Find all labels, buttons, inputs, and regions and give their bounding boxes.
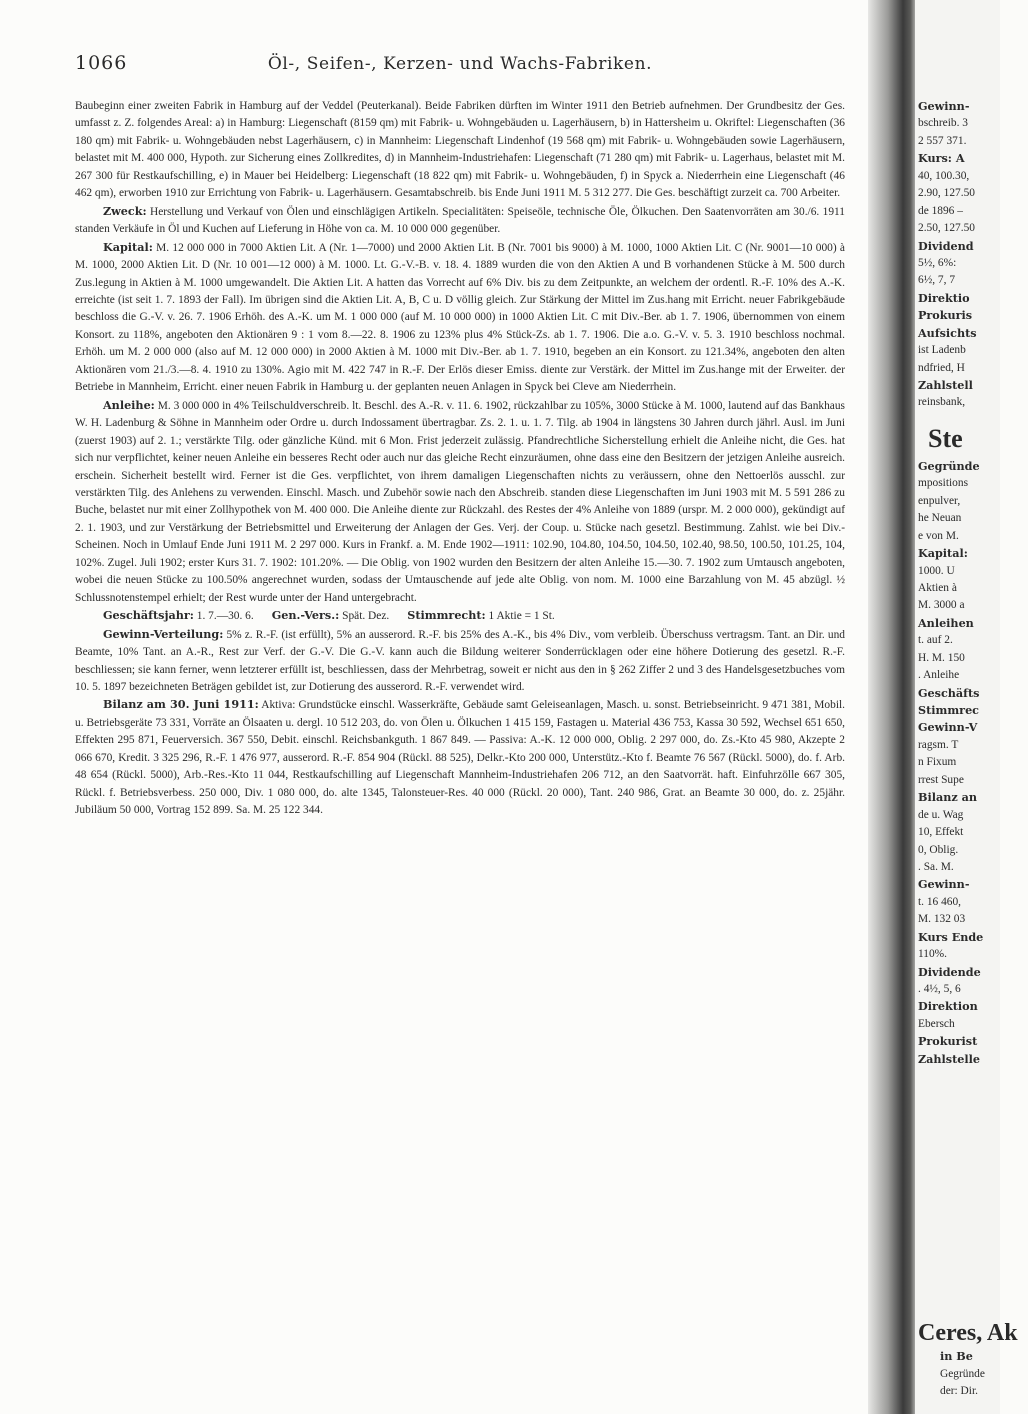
right-line: Zahlstell: [918, 378, 973, 392]
right-line: he Neuan: [918, 512, 962, 525]
right-line: t. auf 2.: [918, 634, 953, 647]
right-line: 0, Oblig.: [918, 843, 959, 856]
right-line: Prokurist: [918, 1034, 978, 1049]
section-text-geschaeftsjahr: 1. 7.—30. 6.: [196, 610, 254, 623]
section-label-kapital: Kapital:: [103, 239, 153, 254]
right-line: M. 3000 a: [918, 599, 965, 612]
right-line: de u. Wag: [918, 808, 964, 821]
right-heading-ste: Ste: [928, 423, 963, 453]
right-line: de 1896 –: [918, 204, 963, 217]
right-line: enpulver,: [918, 494, 961, 507]
right-line: ragsm. T: [918, 738, 959, 751]
right-line: 2.90, 127.50: [918, 187, 975, 200]
right-line: Zahlstelle: [918, 1051, 981, 1066]
right-line: . 4½, 5, 6: [918, 983, 961, 995]
right-line: mpositions: [918, 477, 969, 490]
right-line: Kurs Ende: [918, 929, 984, 944]
main-text-column: [75, 98, 845, 820]
right-line: Bilanz an: [918, 790, 977, 805]
right-line: 10, Effekt: [918, 826, 964, 839]
right-line: Kapital:: [918, 546, 968, 561]
section-label-geschaeftsjahr: Geschäftsjahr:: [103, 608, 194, 623]
right-line: 40, 100.30,: [918, 169, 970, 182]
section-text-anleihe: M. 3 000 000 in 4% Teilschuldverschreib. lt. Beschl. des A.-R. v. 11. 6. 1902, rückzahlbar zu 105%, 3000 Stücke à M. 1000, lautend auf das Bankhaus W. H. Ladenburg & Söhne in Mannheim oder Ordre u. durch Indossament übertragbar. Zs. 2. 1. u. 1. 7. Tilg. ab 1904 in längstens 30 Jahren durch jährl. Ausl. im Juni (zuerst 1903) auf 2. 1.; verstärkte Tilg. oder gänzliche Künd. mit 6 Mon. Frist jederzeit zulässig. Pfandrechtliche Sicherstellung erhielt die Anleihe nicht, die Ges. hat sich nur verpflichtet, keiner neuen Anleihe ein besseres Recht oder auch nur das gleiche Recht einzuräumen, ohne dass eine den Besitzern der jetzigen Anleihe ausreich. erschein. Sicherheit bestellt wird. Ferner ist die Ges. verpflichtet, von ihrem damaligen Liegenschaften nichts zu veräussern, ohne den Nettoerlös ausschl. zur verstärkten Tilg. des Anlehens zu verwenden. Einschl. Masch. und Zubehör sowie nach den Abschreib. standen diese Liegenschaften im Juni 1903 mit M. 5 591 286 zu Buche, belastet nur mit einer Zollhypothek von M. 400 000. Die Anleihe diente zur Rückzahl. des Restes der 4% Anleihe von 1889 (urspr. M. 2 000 000), gekündigt auf 2. 1. 1903, und zur Verstärkung der Betriebsmittel und Erweiterung der Anlagen der Ges. Verj. der Coup. u. Stücke nach gesetzl. Bestimmung. Zahlst. wie bei Div.-Scheinen. Noch in Umlauf Ende Juni 1911 M. 2 297 000. Kurs in Frankf. a. M. Ende 1902—1911: 102.90, 104.80, 104.50, 104.50, 102.40, 98.50, 100.50, 101.25, 104, 102%. Zugel. Juli 1902; erster Kurs 31. 7. 1902: 101.20%. — Die Oblig. von 1902 wurden den Besitzern der alten Anleihe 15.—30. 7. 1902 zum Umtausch angeboten, wobei die neuen Stücke zu 100.50% angerechnet wurden, sodass der Umtauschende auf jede alte Oblig. von nom. M. 1000 eine Barzahlung von M. 45 abzügl. ½ Schlussnotenstempel erhielt; der Rest wurde unter der Hand untergebracht.: [75, 399, 845, 604]
right-line: bschreib. 3: [918, 117, 968, 130]
running-head: Öl-, Seifen-, Kerzen- und Wachs-Fabriken.: [267, 54, 653, 74]
right-line: Direktion: [918, 999, 978, 1014]
section-label-anleihe: Anleihe:: [103, 397, 155, 412]
right-line: . Sa. M.: [918, 860, 954, 873]
section-text-gewinn: 5% z. R.-F. (ist erfüllt), 5% an ausserord. R.-F. bis 25% des A.-K., bis 4% Div., vom verbleib. Überschuss vertragsm. Tant. an Dir. und Beamte, 10% Tant. an A.-R., Rest zur Verf. der G.-V. Die G.-V. kann auch die Bildung weiterer Sonderrücklagen oder eine höhere Dotierung des gesetzl. R.-F. beschliessen; sie kann ferner, wenn letzterer erfüllt ist, beschliessen, dass der Mehrbetrag, soweit er nicht aus den in § 262 Ziffer 2 und 3 des Handelsgesetzbuches vom 10. 5. 1897 bezeichneten Beträgen gebildet ist, zur Dotierung des ausserord. R.-F. verwendet wird.: [75, 628, 845, 693]
section-text-stimmrecht: 1 Aktie = 1 St.: [488, 610, 555, 623]
right-block-3: [940, 1348, 1028, 1400]
right-line: Gegründe: [918, 458, 980, 473]
section-label-stimmrecht: Stimmrecht:: [407, 608, 486, 623]
book-gutter: [868, 0, 918, 1414]
right-line: rrest Supe: [918, 773, 964, 786]
section-label-gewinn: Gewinn-Verteilung:: [103, 626, 224, 641]
right-line: 2.50, 127.50: [918, 222, 975, 235]
section-text-bilanz: Aktiva: Grundstücke einschl. Wasserkräfte, Gebäude samt Geleiseanlagen, Masch. u. sonst. Betriebseinricht. 9 471 381, Mobil. u. Betriebsgeräte 73 331, Vorräte an Ölsaaten u. dergl. 10 512 203, do. von Ölen u. Ölkuchen 1 415 159, Fastagen u. Material 436 753, Kassa 30 592, Wechsel 651 650, Effekten 295 871, Feuerversich. 367 550, Debit. einschl. Reichsbankguth. 1 867 849. — Passiva: A.-K. 12 000 000, Oblig. 2 297 000, do. Zs.-Kto 45 980, Akzepte 2 066 670, Kredit. 3 325 296, R.-F. 1 476 977, ausserord. R.-F. 854 904 (Rückl. 88 525), Delkr.-Kto 200 000, Unterstütz.-Kto f. Beamte 76 567 (Rückl. 5000), do. f. Arb. 48 654 (Rückl. 5000), Arb.-Res.-Kto 11 044, Restkaufschilling auf Liegenschaft Mannheim-Industriehafen 206 712, an den Saatvorrät. haft. Einfuhrzölle 667 305, Rückl. f. Betriebsverbess. 250 000, Div. 1 080 000, do. alte 1345, Talonsteuer-Res. 40 000 (Rückl. 20 000), Tant. 240 986, Grat. an Beamte 30 000, do. z. 25jähr. Jubiläum 50 000, Vortrag 152 899. Sa. M. 25 122 344.: [75, 699, 845, 817]
right-line: Dividende: [918, 964, 981, 979]
section-text-kapital: M. 12 000 000 in 7000 Aktien Lit. A (Nr. 1—7000) und 2000 Aktien Lit. B (Nr. 7001 bis 9000) à M. 1000, 1000 Aktien Lit. C (Nr. 9001—10 000) à M. 1000, 2000 Aktien Lit. D (Nr. 10 001—12 000) à M. 1000. Lt. G.-V.-B. v. 18. 4. 1889 wurden die von den Aktien A und B vorhandenen Stücke à M. 500 durch Zus.legung in Aktien à M. 1000 umgewandelt. Die Aktien Lit. A hatten das Vorrecht auf 6% Div. bis zu dem Zeitpunkte, an welchem der ordentl. R.-F. 10% des A.-K. erreichte (ist seit 1. 7. 1893 der Fall). Im übrigen sind die Aktien Lit. A, B, C u. D völlig gleich. Zur Stärkung der Mittel im Zus.hang mit Erricht. neuer Fabrikgebäude beschloss die G.-V. v. 26. 7. 1906 Erhöh. des A.-K. um M. 1 000 000 (auf M. 10 000 000) in 1000 Aktien Lit. C mit Div.-Ber. ab 1. 7. 1906, übernommen von einem Konsort. zu 118%, angeboten den Aktionären 9 : 1 vom 8.—22. 8. 1906 zu 123% plus 4% Stück-Zs. ab 1. 7. 1906. Die a.o. G.-V. v. 5. 3. 1910 beschloss nochmal. Erhöh. um M. 2 000 000 (also auf M. 12 000 000) in 2000 Aktien à M. 1000 mit Div.-Ber. ab 1. 7. 1910, begeben an ein Konsort. zu 121.34%, angeboten den alten Aktionären vom 21./3.—8. 4. 1910 zu 130%. Agio mit M. 422 747 in R.-F. Der Erlös dieser Emiss. diente zur Verstärk. der Mittel im Zus.hange mit der Erweiter. der Betriebe in Mannheim, Erricht. einer neuen Fabrik in Hamburg u. der geplanten neuen Anlagen in Spyck bei Cleve am Niederrhein.: [75, 241, 845, 394]
right-line: in Be: [940, 1349, 973, 1364]
right-line: Kurs: A: [918, 151, 965, 166]
right-block-1: [918, 98, 1028, 412]
paragraph-gewinn: [75, 626, 845, 697]
right-line: der: Dir.: [940, 1385, 978, 1398]
right-page-text: [918, 98, 1028, 1401]
right-line: M. 132 03: [918, 913, 966, 926]
right-line: Anleihen: [918, 615, 974, 630]
paragraph-anleihe: [75, 397, 845, 607]
right-line: Aktien à: [918, 581, 957, 594]
paragraph-zweck: [75, 203, 845, 239]
paragraph-intro: Baubeginn einer zweiten Fabrik in Hamburg auf der Veddel (Peuterkanal). Beide Fabriken dürften im Winter 1911 den Betrieb aufnehmen. Der Grundbesitz der Ges. umfasst z. Z. folgendes Areal: a) in Hamburg: Liegenschaft (8159 qm) mit Fabrik- u. Wohngebäuden u. Lagerhäusern, b) in Hattersheim u. Okriftel: Liegenschaften (36 180 qm) mit Fabrik- u. Wohngebäuden nebst Lagerhäusern, c) in Mannheim: Liegenschaft Lindenhof (19 568 qm) mit Fabrik- u. Wohngebäuden sowie Lagerhäusern, belastet mit M. 400 000, Hypoth. zur Sicherung eines Zollkredites, d) in Mannheim-Industriehafen: Liegenschaft (71 280 qm) mit Fabrik- u. Lagerhaus, belastet mit M. 267 300 für Restkaufschilling, e) in Mauer bei Heidelberg: Liegenschaft (18 822 qm) mit Fabrik- u. Wohngebäuden, f) in Spyck a. Niederrhein eine Liegenschaft (46 462 qm), erworben 1910 zur Errichtung von Fabrik- u. Lagerhäusern. Gesamtabschreib. bis Ende Juni 1911 M. 5 312 277. Die Ges. beschäftigt zurzeit ca. 700 Arbeiter.: [75, 100, 845, 200]
right-line: Direktio: [918, 290, 970, 305]
paragraph-bilanz: [75, 696, 845, 819]
right-line: reinsbank,: [918, 396, 966, 409]
right-line: Gewinn-: [918, 99, 970, 113]
right-line: Prokuris: [918, 308, 973, 323]
section-label-genvers: Gen.-Vers.:: [271, 608, 340, 623]
right-line: Ebersch: [918, 1017, 955, 1030]
right-line: ndfried, H: [918, 361, 965, 374]
right-line: t. 16 460,: [918, 895, 962, 908]
right-line: Gegründe: [940, 1367, 985, 1380]
right-line: Aufsichts: [918, 325, 977, 340]
right-line: 6½, 7, 7: [918, 274, 956, 287]
section-label-bilanz: Bilanz am 30. Juni 1911:: [103, 697, 259, 712]
right-line: 1000. U: [918, 564, 955, 577]
right-block-2: [918, 458, 1028, 1068]
right-line: Stimmrec: [918, 703, 979, 717]
right-line: 110%.: [918, 948, 947, 961]
section-label-zweck: Zweck:: [103, 203, 147, 218]
right-line: Gewinn-V: [918, 720, 978, 735]
right-line: 5½, 6%:: [918, 256, 957, 269]
right-line: e von M.: [918, 529, 959, 542]
right-line: Dividend: [918, 238, 974, 253]
paragraph-kapital: [75, 239, 845, 397]
right-line: Geschäfts: [918, 685, 980, 700]
page-header: [75, 52, 845, 76]
paragraph-geschaeftsjahr: [75, 607, 845, 625]
right-line: Gewinn-: [918, 877, 970, 892]
right-line: 2 557 371.: [918, 134, 967, 147]
right-line: ist Ladenb: [918, 344, 966, 357]
right-line: . Anleihe: [918, 669, 960, 682]
page-number: 1066: [75, 52, 128, 74]
section-text-genvers: Spät. Dez.: [342, 610, 390, 623]
section-text-zweck: Herstellung und Verkauf von Ölen und einschlägigen Artikeln. Specialitäten: Speiseöle, technische Öle, Ölkuchen. Den Saatenvorräten am 30./6. 1911 standen Verkäufe in Öl und Kuchen auf Lieferung in Höhe von ca. M. 10 000 000 gegenüber.: [75, 205, 845, 236]
right-line: H. M. 150: [918, 651, 965, 664]
right-line: n Fixum: [918, 756, 957, 769]
right-heading-ceres: Ceres, Ak: [918, 1320, 1018, 1347]
